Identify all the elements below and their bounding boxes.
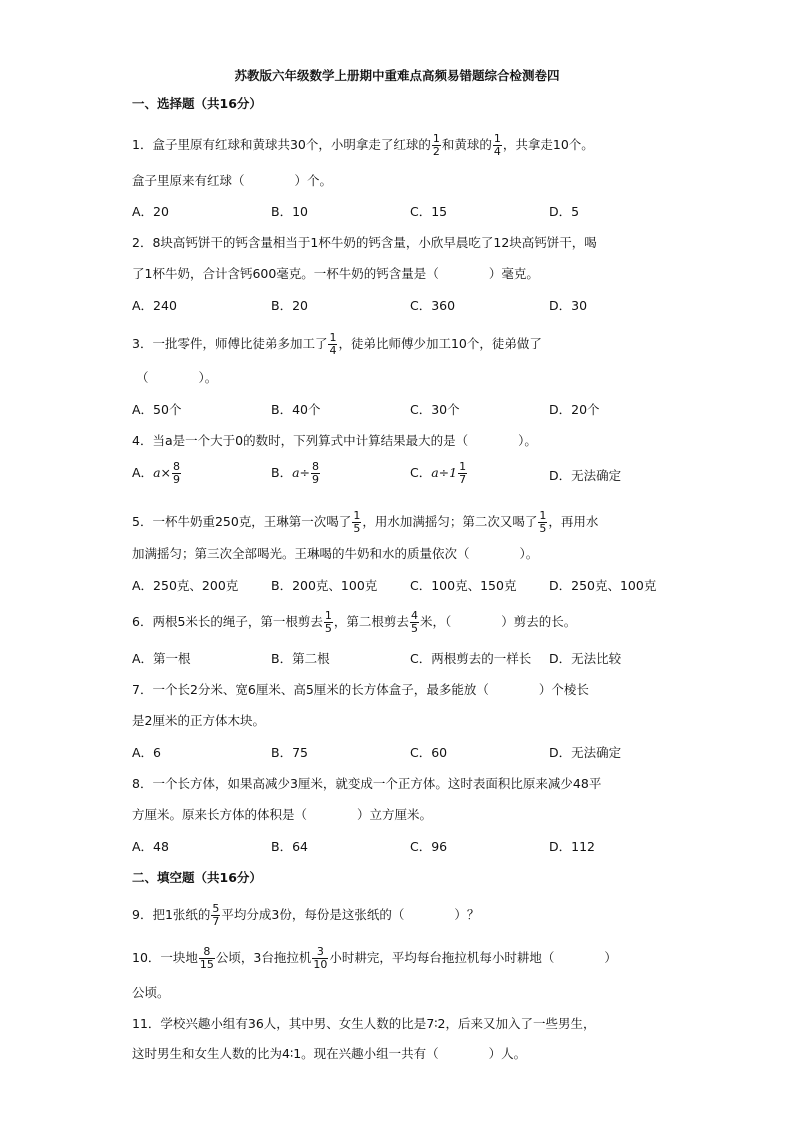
q5-option-d[interactable]: D．250克、100克	[549, 578, 657, 593]
fraction: $\frac{1}{4}$	[493, 132, 501, 158]
q10-text-a: 10．一块地	[132, 950, 198, 965]
q6-option-b[interactable]: B．第二根	[271, 651, 330, 666]
q5-text-a: 5．一杯牛奶重250克，王琳第一次喝了	[132, 514, 352, 529]
question-6-line-1	[132, 610, 576, 635]
question-10-line-2: 公顷。	[132, 985, 170, 1000]
fraction: $\frac{1}{5}$	[324, 609, 332, 635]
q2-option-d[interactable]: D．30	[549, 298, 588, 313]
page-title: 苏教版六年级数学上册期中重难点高频易错题综合检测卷四	[234, 68, 560, 83]
question-5-line-2: 加满摇匀；第三次全部喝光。王琳喝的牛奶和水的质量依次（ ）。	[132, 546, 539, 561]
q2-option-c[interactable]: C．360	[410, 298, 456, 313]
question-1-line-2: 盒子里原来有红球（ ）个。	[132, 173, 333, 188]
q6-text-c: 米，（ ）剪去的长。	[419, 614, 577, 629]
question-7-line-1: 7．一个长2分米、宽6厘米、高5厘米的长方体盒子，最多能放（ ）个棱长	[132, 682, 589, 697]
fraction: $\frac{8}{15}$	[199, 945, 214, 971]
q9-text-a: 9．把1张纸的	[132, 907, 211, 922]
fraction: $\frac{8}{9}$	[173, 460, 180, 486]
q6-option-a[interactable]: A．第一根	[132, 651, 191, 666]
question-8-line-2: 方厘米。原来长方体的体积是（ ）立方厘米。	[132, 807, 433, 822]
q6-text-a: 6．两根5米长的绳子，第一根剪去	[132, 614, 323, 629]
fraction: $\frac{1}{5}$	[353, 509, 361, 535]
q7-option-d[interactable]: D．无法确定	[549, 745, 622, 760]
q3-option-d[interactable]: D．20个	[549, 402, 600, 417]
q8-option-d[interactable]: D．112	[549, 839, 595, 854]
q1-option-a[interactable]: A．20	[132, 204, 169, 219]
q1-text-b: 和黄球的	[441, 137, 492, 152]
q3-option-a[interactable]: A．50个	[132, 402, 182, 417]
question-10-line-1	[132, 946, 617, 971]
question-1-line-1	[132, 133, 594, 158]
fraction: $\frac{8}{9}$	[312, 460, 320, 486]
section-heading-fill: 二、填空题（共16分）	[132, 870, 262, 885]
fraction: $\frac{5}{7}$	[212, 902, 220, 928]
q2-option-a[interactable]: A．240	[132, 298, 177, 313]
q4-option-b[interactable]: B．a÷ $\frac{8}{9}$	[271, 460, 320, 486]
q1-option-b[interactable]: B．10	[271, 204, 308, 219]
q3-text-a: 3．一批零件，师傅比徒弟多加工了	[132, 336, 328, 351]
question-11-line-2: 这时男生和女生人数的比为4∶1。现在兴趣小组一共有（ ）人。	[132, 1046, 527, 1061]
q5-option-c[interactable]: C．100克、150克	[410, 578, 517, 593]
q1-text-a: 1．盒子里原有红球和黄球共30个，小明拿走了红球的	[132, 137, 431, 152]
q5-text-c: ，再用水	[548, 514, 599, 529]
question-8-line-1: 8．一个长方体，如果高减少3厘米，就变成一个正方体。这时表面积比原来减少48平	[132, 776, 602, 791]
fraction: $\frac{1}{4}$	[329, 331, 337, 357]
fraction: $\frac{1}{7}$	[459, 460, 467, 486]
q6-text-b: ，第二根剪去	[333, 614, 409, 629]
q4-option-c[interactable]: C．a÷1 $\frac{1}{7}$	[410, 460, 467, 486]
q7-option-b[interactable]: B．75	[271, 745, 308, 760]
q7-option-c[interactable]: C．60	[410, 745, 448, 760]
q6-option-d[interactable]: D．无法比较	[549, 651, 622, 666]
q5-text-b: ，用水加满摇匀；第二次又喝了	[362, 514, 538, 529]
fraction: $\frac{1}{5}$	[539, 509, 547, 535]
question-9-line-1	[132, 903, 479, 928]
question-5-line-1	[132, 510, 598, 535]
q4-option-a[interactable]: A．a× $\frac{8}{9}$	[132, 460, 180, 486]
q8-option-b[interactable]: B．64	[271, 839, 308, 854]
question-2-line-1: 2．8块高钙饼干的钙含量相当于1杯牛奶的钙含量，小欣早晨吃了12块高钙饼干，喝	[132, 235, 597, 250]
question-11-line-1: 11．学校兴趣小组有36人，其中男、女生人数的比是7∶2，后来又加入了一些男生，	[132, 1016, 596, 1031]
q5-option-b[interactable]: B．200克、100克	[271, 578, 378, 593]
q5-option-a[interactable]: A．250克、200克	[132, 578, 239, 593]
q3-option-b[interactable]: B．40个	[271, 402, 321, 417]
question-7-line-2: 是2厘米的正方体木块。	[132, 713, 265, 728]
q3-text-b: ，徒弟比师傅少加工10个，徒弟做了	[338, 336, 542, 351]
q9-text-b: 平均分成3份，每份是这张纸的（ ）？	[221, 907, 480, 922]
fraction: $\frac{4}{5}$	[410, 609, 418, 635]
q1-option-d[interactable]: D．5	[549, 204, 580, 219]
fraction: $\frac{3}{10}$	[313, 945, 328, 971]
q4-option-d[interactable]: D．无法确定	[549, 468, 622, 483]
q1-option-c[interactable]: C．15	[410, 204, 448, 219]
section-heading-choice: 一、选择题（共16分）	[132, 96, 262, 111]
q8-option-a[interactable]: A．48	[132, 839, 169, 854]
question-2-line-2: 了1杯牛奶，合计含钙600毫克。一杯牛奶的钙含量是（ ）毫克。	[132, 266, 539, 281]
question-3-line-2: （ ）。	[136, 370, 218, 385]
q1-text-c: ，共拿走10个。	[502, 137, 594, 152]
q10-text-b: 公顷，3台拖拉机	[215, 950, 312, 965]
q2-option-b[interactable]: B．20	[271, 298, 308, 313]
question-4-line-1: 4．当a是一个大于0的数时，下列算式中计算结果最大的是（ ）。	[132, 433, 537, 448]
fraction: $\frac{1}{2}$	[432, 132, 440, 158]
question-3-line-1	[132, 332, 542, 357]
q8-option-c[interactable]: C．96	[410, 839, 448, 854]
q6-option-c[interactable]: C．两根剪去的一样长	[410, 651, 532, 666]
q7-option-a[interactable]: A．6	[132, 745, 162, 760]
q3-option-c[interactable]: C．30个	[410, 402, 460, 417]
q10-text-c: 小时耕完，平均每台拖拉机每小时耕地（ ）	[329, 950, 617, 965]
